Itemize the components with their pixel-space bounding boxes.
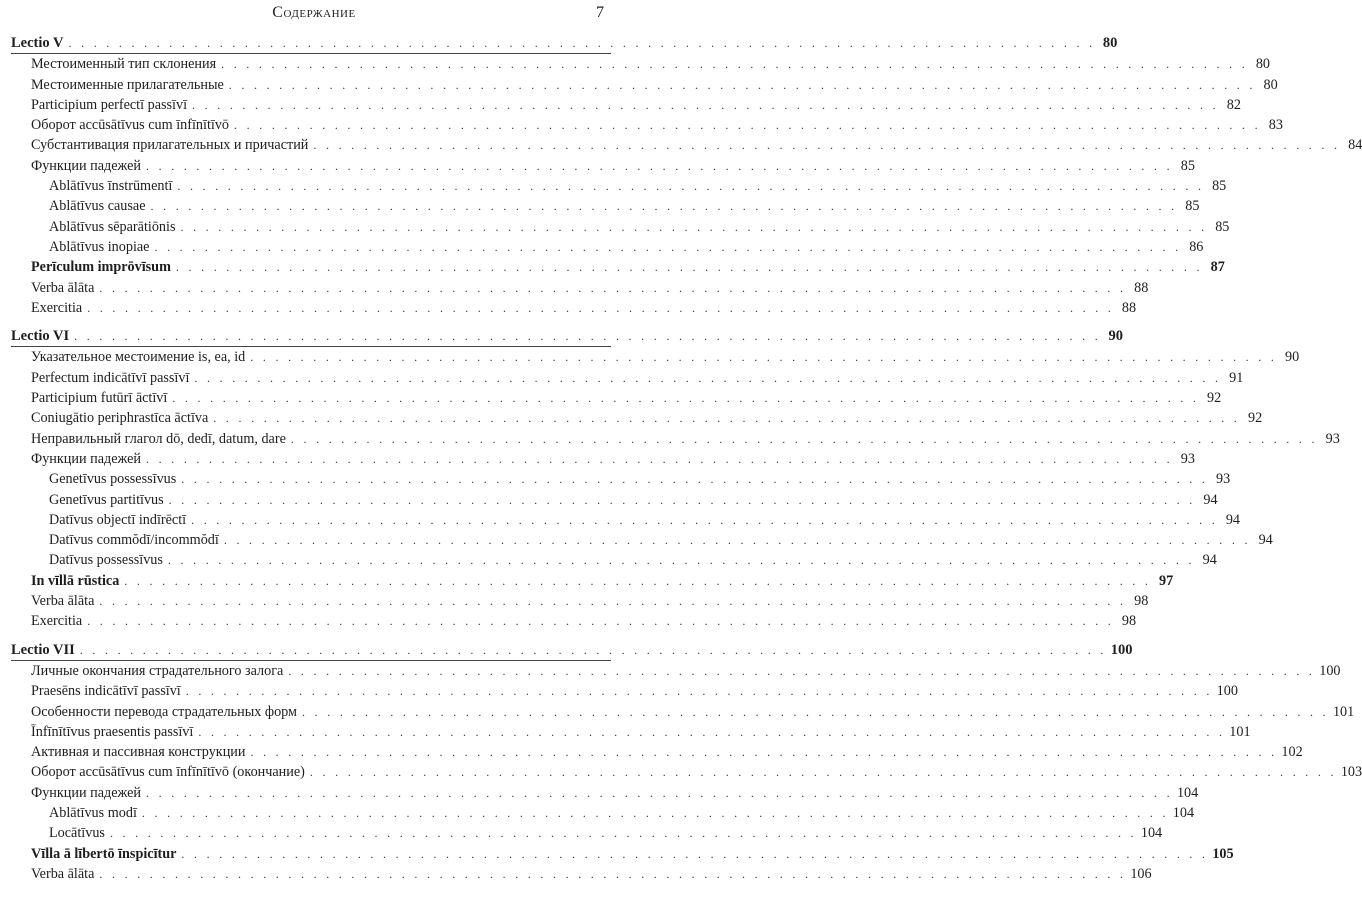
dot-leader: . . . . . . . . . . . . . . . . . . . . . . . . . . . . . . . . . . . . . . . . . . . . . . . . . . . . . . . . . . . . . . . . . . . . . . . . . . . . . . . . . . bbox=[198, 724, 1226, 739]
toc-entry-page: 88 bbox=[1134, 279, 1149, 296]
toc-entry-page: 101 bbox=[1332, 703, 1355, 720]
toc-entry-page: 90 bbox=[1108, 328, 1124, 345]
toc-entry[interactable] bbox=[11, 298, 1137, 318]
toc-entry-title: Īnfīnītīvus praesentis passīvī bbox=[31, 723, 194, 740]
toc-entry-title: Participium perfectī passīvī bbox=[31, 96, 188, 113]
toc-entry-title: Coniugātio periphrastīca āctīva bbox=[31, 410, 209, 427]
toc-entry-title: Perfectum indicātīvī passīvī bbox=[31, 369, 190, 386]
toc-entry-title: Participium futūrī āctīvī bbox=[31, 390, 168, 407]
toc-subentry[interactable] bbox=[11, 469, 1231, 489]
toc-subentry[interactable] bbox=[11, 196, 1200, 216]
dot-leader: . . . . . . . . . . . . . . . . . . . . . . . . . . . . . . . . . . . . . . . . . . . . . . . . . . . . . . . . . . . . . . . . . . . . . . . . . . . . . . . . . . bbox=[79, 642, 1107, 657]
dot-leader: . . . . . . . . . . . . . . . . . . . . . . . . . . . . . . . . . . . . . . . . . . . . . . . . . . . . . . . . . . . . . . . . . . . . . . . . . . . . . . . . . . bbox=[221, 57, 1249, 72]
toc-entry-page: 103 bbox=[1340, 764, 1362, 781]
toc-entry-title: Неправильный глагол dō, dedī, datum, dare bbox=[31, 430, 286, 447]
toc-entry-title: Lectio V bbox=[11, 35, 64, 51]
dot-leader: . . . . . . . . . . . . . . . . . . . . . . . . . . . . . . . . . . . . . . . . . . . . . . . . . . . . . . . . . . . . . . . . . . . . . . . . . . . . . . . . . . bbox=[99, 280, 1127, 295]
dot-leader: . . . . . . . . . . . . . . . . . . . . . . . . . . . . . . . . . . . . . . . . . . . . . . . . . . . . . . . . . . . . . . . . . . . . . . . . . . . . . . . . . . bbox=[191, 512, 1219, 527]
dot-leader: . . . . . . . . . . . . . . . . . . . . . . . . . . . . . . . . . . . . . . . . . . . . . . . . . . . . . . . . . . . . . . . . . . . . . . . . . . . . . . . . . . bbox=[141, 805, 1169, 820]
toc-entry[interactable] bbox=[11, 278, 1149, 298]
toc-entry[interactable] bbox=[11, 388, 1222, 408]
toc-entry-title: Verba ālāta bbox=[31, 593, 95, 610]
toc-entry-title: Genetīvus possessīvus bbox=[49, 471, 177, 488]
dot-leader: . . . . . . . . . . . . . . . . . . . . . . . . . . . . . . . . . . . . . . . . . . . . . . . . . . . . . . . . . . . . . . . . . . . . . . . . . . . . . . . . . . bbox=[213, 411, 1241, 426]
toc-entry-title: Lectio VII bbox=[11, 641, 75, 658]
toc-entry[interactable] bbox=[11, 864, 1152, 884]
dot-leader: . . . . . . . . . . . . . . . . . . . . . . . . . . . . . . . . . . . . . . . . . . . . . . . . . . . . . . . . . . . . . . . . . . . . . . . . . . . . . . . . . . bbox=[74, 329, 1102, 344]
toc-entry-page: 94 bbox=[1203, 491, 1218, 508]
table-of-contents bbox=[11, 33, 1362, 884]
toc-entry-page: 80 bbox=[1263, 76, 1278, 93]
toc-subentry[interactable] bbox=[11, 550, 1217, 570]
toc-entry-title: Datīvus objectī indīrēctī bbox=[49, 511, 187, 528]
toc-entry[interactable] bbox=[11, 75, 1278, 95]
dot-leader: . . . . . . . . . . . . . . . . . . . . . . . . . . . . . . . . . . . . . . . . . . . . . . . . . . . . . . . . . . . . . . . . . . . . . . . . . . . . . . . . . . bbox=[87, 300, 1115, 315]
toc-entry-title: Ablātīvus modī bbox=[49, 804, 137, 821]
dot-leader: . . . . . . . . . . . . . . . . . . . . . . . . . . . . . . . . . . . . . . . . . . . . . . . . . . . . . . . . . . . . . . . . . . . . . . . . . . . . . . . . . . bbox=[167, 553, 1195, 568]
toc-entry[interactable] bbox=[11, 844, 1234, 864]
toc-entry-page: 88 bbox=[1121, 299, 1137, 316]
toc-entry-title: Perīculum imprōvīsum bbox=[31, 259, 171, 276]
dot-leader: . . . . . . . . . . . . . . . . . . . . . . . . . . . . . . . . . . . . . . . . . . . . . . . . . . . . . . . . . . . . . . . . . . . . . . . . . . . . . . . . . . bbox=[288, 663, 1316, 678]
toc-entry-page: 100 bbox=[1216, 683, 1238, 700]
toc-entry-page: 97 bbox=[1159, 572, 1174, 589]
toc-entry-title: Datīvus commŏdī/incommŏdī bbox=[49, 532, 219, 549]
dot-leader: . . . . . . . . . . . . . . . . . . . . . . . . . . . . . . . . . . . . . . . . . . . . . . . . . . . . . . . . . . . . . . . . . . . . . . . . . . . . . . . . . . bbox=[181, 472, 1209, 487]
dot-leader: . . . . . . . . . . . . . . . . . . . . . . . . . . . . . . . . . . . . . . . . . . . . . . . . . . . . . . . . . . . . . . . . . . . . . . . . . . . . . . . . . . bbox=[87, 614, 1115, 629]
toc-entry-page: 98 bbox=[1121, 613, 1137, 630]
dot-leader: . . . . . . . . . . . . . . . . . . . . . . . . . . . . . . . . . . . . . . . . . . . . . . . . . . . . . . . . . . . . . . . . . . . . . . . . . . . . . . . . . . bbox=[175, 260, 1203, 275]
toc-entry-page: 82 bbox=[1226, 96, 1241, 113]
toc-entry[interactable] bbox=[11, 347, 1300, 367]
dot-leader: . . . . . . . . . . . . . . . . . . . . . . . . . . . . . . . . . . . . . . . . . . . . . . . . . . . . . . . . . . . . . . . . . . . . . . . . . . . . . . . . . . bbox=[313, 138, 1341, 153]
toc-entry-page: 100 bbox=[1319, 662, 1341, 679]
toc-entry-title: Locātīvus bbox=[49, 825, 105, 842]
dot-leader: . . . . . . . . . . . . . . . . . . . . . . . . . . . . . . . . . . . . . . . . . . . . . . . . . . . . . . . . . . . . . . . . . . . . . . . . . . . . . . . . . . bbox=[223, 533, 1251, 548]
toc-entry-page: 93 bbox=[1180, 450, 1195, 467]
toc-entry-page: 85 bbox=[1185, 198, 1200, 215]
toc-entry[interactable] bbox=[11, 591, 1149, 611]
dot-leader: . . . . . . . . . . . . . . . . . . . . . . . . . . . . . . . . . . . . . . . . . . . . . . . . . . . . . . . . . . . . . . . . . . . . . . . . . . . . . . . . . . bbox=[146, 451, 1173, 466]
toc-lecture-heading[interactable] bbox=[11, 33, 1118, 53]
dot-leader: . . . . . . . . . . . . . . . . . . . . . . . . . . . . . . . . . . . . . . . . . . . . . . . . . . . . . . . . . . . . . . . . . . . . . . . . . . . . . . . . . . bbox=[250, 350, 1278, 365]
toc-subentry[interactable] bbox=[11, 530, 1273, 550]
toc-entry-title: Особенности перевода страдательных форм bbox=[31, 703, 298, 720]
dot-leader: . . . . . . . . . . . . . . . . . . . . . . . . . . . . . . . . . . . . . . . . . . . . . . . . . . . . . . . . . . . . . . . . . . . . . . . . . . . . . . . . . . bbox=[109, 826, 1137, 841]
toc-entry-page: 83 bbox=[1268, 117, 1283, 134]
dot-leader: . . . . . . . . . . . . . . . . . . . . . . . . . . . . . . . . . . . . . . . . . . . . . . . . . . . . . . . . . . . . . . . . . . . . . . . . . . . . . . . . . . bbox=[234, 118, 1261, 133]
toc-entry-title: Datīvus possessīvus bbox=[49, 552, 163, 569]
dot-leader: . . . . . . . . . . . . . . . . . . . . . . . . . . . . . . . . . . . . . . . . . . . . . . . . . . . . . . . . . . . . . . . . . . . . . . . . . . . . . . . . . . bbox=[124, 573, 1152, 588]
toc-entry[interactable] bbox=[11, 429, 1340, 449]
header-title: Содержание bbox=[272, 4, 356, 21]
toc-entry[interactable] bbox=[11, 661, 1341, 681]
dot-leader: . . . . . . . . . . . . . . . . . . . . . . . . . . . . . . . . . . . . . . . . . . . . . . . . . . . . . . . . . . . . . . . . . . . . . . . . . . . . . . . . . . bbox=[290, 431, 1318, 446]
toc-entry-page: 90 bbox=[1285, 349, 1300, 366]
toc-subentry[interactable] bbox=[11, 237, 1204, 257]
dot-leader: . . . . . . . . . . . . . . . . . . . . . . . . . . . . . . . . . . . . . . . . . . . . . . . . . . . . . . . . . . . . . . . . . . . . . . . . . . . . . . . . . . bbox=[168, 492, 1196, 507]
toc-entry-page: 86 bbox=[1189, 238, 1204, 255]
dot-leader: . . . . . . . . . . . . . . . . . . . . . . . . . . . . . . . . . . . . . . . . . . . . . . . . . . . . . . . . . . . . . . . . . . . . . . . . . . . . . . . . . . bbox=[146, 785, 1173, 800]
toc-entry[interactable] bbox=[11, 722, 1251, 742]
toc-entry-title: Ablātīvus inopiae bbox=[49, 238, 150, 255]
toc-entry-title: Ablātīvus sēparātiōnis bbox=[49, 218, 176, 235]
toc-lecture-heading[interactable] bbox=[11, 640, 1133, 660]
dot-leader: . . . . . . . . . . . . . . . . . . . . . . . . . . . . . . . . . . . . . . . . . . . . . . . . . . . . . . . . . . . . . . . . . . . . . . . . . . . . . . . . . . bbox=[154, 239, 1182, 254]
toc-entry-page: 93 bbox=[1216, 471, 1231, 488]
toc-entry-title: Оборот accūsātīvus cum īnfīnītīvō (окончание) bbox=[31, 764, 305, 781]
dot-leader: . . . . . . . . . . . . . . . . . . . . . . . . . . . . . . . . . . . . . . . . . . . . . . . . . . . . . . . . . . . . . . . . . . . . . . . . . . . . . . . . . . bbox=[146, 158, 1173, 173]
toc-entry-page: 87 bbox=[1210, 259, 1225, 276]
toc-entry-title: Ablātīvus īnstrūmentī bbox=[49, 178, 173, 195]
toc-entry-title: Активная и пассивная конструкции bbox=[31, 744, 246, 761]
toc-entry-page: 101 bbox=[1229, 723, 1251, 740]
toc-entry-page: 104 bbox=[1172, 804, 1195, 821]
toc-entry-page: 94 bbox=[1225, 511, 1241, 528]
toc-lecture-heading[interactable] bbox=[11, 326, 1124, 346]
toc-section bbox=[11, 640, 1362, 885]
toc-entry-page: 100 bbox=[1110, 641, 1133, 658]
toc-entry-page: 93 bbox=[1325, 430, 1340, 447]
toc-entry-page: 102 bbox=[1281, 744, 1303, 761]
dot-leader: . . . . . . . . . . . . . . . . . . . . . . . . . . . . . . . . . . . . . . . . . . . . . . . . . . . . . . . . . . . . . . . . . . . . . . . . . . . . . . . . . . bbox=[228, 77, 1256, 92]
toc-entry-title: Lectio VI bbox=[11, 328, 70, 345]
toc-entry-title: Личные окончания страдательного залога bbox=[31, 662, 284, 679]
toc-entry[interactable] bbox=[11, 115, 1283, 135]
toc-entry-title: Функции падежей bbox=[31, 784, 142, 801]
toc-entry-title: Exercitia bbox=[31, 299, 83, 316]
toc-entry[interactable] bbox=[11, 135, 1362, 155]
toc-entry[interactable] bbox=[11, 257, 1225, 277]
section-gap bbox=[11, 632, 611, 640]
toc-entry-page: 98 bbox=[1134, 593, 1149, 610]
toc-subentry[interactable] bbox=[11, 823, 1163, 843]
toc-entry-title: Verba ālāta bbox=[31, 865, 95, 882]
toc-entry-page: 85 bbox=[1212, 178, 1227, 195]
dot-leader: . . . . . . . . . . . . . . . . . . . . . . . . . . . . . . . . . . . . . . . . . . . . . . . . . . . . . . . . . . . . . . . . . . . . . . . . . . . . . . . . . . bbox=[181, 846, 1209, 861]
dot-leader: . . . . . . . . . . . . . . . . . . . . . . . . . . . . . . . . . . . . . . . . . . . . . . . . . . . . . . . . . . . . . . . . . . . . . . . . . . . . . . . . . . bbox=[99, 866, 1127, 881]
toc-entry-page: 84 bbox=[1348, 137, 1362, 154]
toc-entry[interactable] bbox=[11, 95, 1241, 115]
toc-entry-title: Оборот accūsātīvus cum īnfīnītīvō bbox=[31, 117, 230, 134]
dot-leader: . . . . . . . . . . . . . . . . . . . . . . . . . . . . . . . . . . . . . . . . . . . . . . . . . . . . . . . . . . . . . . . . . . . . . . . . . . . . . . . . . . bbox=[302, 704, 1329, 719]
dot-leader: . . . . . . . . . . . . . . . . . . . . . . . . . . . . . . . . . . . . . . . . . . . . . . . . . . . . . . . . . . . . . . . . . . . . . . . . . . . . . . . . . . bbox=[99, 594, 1127, 609]
toc-entry-page: 106 bbox=[1130, 865, 1152, 882]
toc-entry-page: 92 bbox=[1248, 410, 1263, 427]
dot-leader: . . . . . . . . . . . . . . . . . . . . . . . . . . . . . . . . . . . . . . . . . . . . . . . . . . . . . . . . . . . . . . . . . . . . . . . . . . . . . . . . . . bbox=[250, 745, 1278, 760]
toc-entry-page: 94 bbox=[1202, 552, 1217, 569]
toc-entry[interactable] bbox=[11, 681, 1238, 701]
toc-section bbox=[11, 33, 1362, 318]
toc-entry[interactable] bbox=[11, 742, 1303, 762]
toc-section bbox=[11, 326, 1340, 631]
toc-entry-title: Verba ālāta bbox=[31, 279, 95, 296]
toc-entry[interactable] bbox=[11, 449, 1195, 469]
toc-entry-page: 92 bbox=[1207, 390, 1222, 407]
toc-subentry[interactable] bbox=[11, 176, 1227, 196]
toc-entry-title: In vīllā rūstica bbox=[31, 572, 120, 589]
toc-entry-page: 94 bbox=[1258, 532, 1273, 549]
toc-entry[interactable] bbox=[11, 54, 1271, 74]
section-gap bbox=[11, 318, 611, 326]
toc-entry-title: Genetīvus partitīvus bbox=[49, 491, 164, 508]
toc-entry-page: 105 bbox=[1212, 845, 1234, 862]
dot-leader: . . . . . . . . . . . . . . . . . . . . . . . . . . . . . . . . . . . . . . . . . . . . . . . . . . . . . . . . . . . . . . . . . . . . . . . . . . . . . . . . . . bbox=[180, 219, 1208, 234]
toc-entry[interactable] bbox=[11, 762, 1362, 782]
toc-subentry[interactable] bbox=[11, 490, 1218, 510]
toc-entry[interactable] bbox=[11, 368, 1244, 388]
toc-entry-page: 80 bbox=[1255, 56, 1271, 73]
toc-entry[interactable] bbox=[11, 611, 1137, 631]
toc-entry[interactable] bbox=[11, 156, 1195, 176]
toc-entry-title: Praesēns indicātīvī passīvī bbox=[31, 683, 181, 700]
dot-leader: . . . . . . . . . . . . . . . . . . . . . . . . . . . . . . . . . . . . . . . . . . . . . . . . . . . . . . . . . . . . . . . . . . . . . . . . . . . . . . . . . . bbox=[172, 391, 1200, 406]
toc-entry[interactable] bbox=[11, 408, 1263, 428]
toc-subentry[interactable] bbox=[11, 803, 1195, 823]
toc-entry-page: 104 bbox=[1140, 825, 1163, 842]
toc-entry-page: 91 bbox=[1229, 369, 1244, 386]
toc-entry-title: Местоименный тип склонения bbox=[31, 56, 217, 73]
toc-entry[interactable] bbox=[11, 702, 1355, 722]
toc-entry-title: Субстантивация прилагательных и причастий bbox=[31, 137, 309, 154]
toc-entry[interactable] bbox=[11, 571, 1174, 591]
toc-subentry[interactable] bbox=[11, 510, 1241, 530]
dot-leader: . . . . . . . . . . . . . . . . . . . . . . . . . . . . . . . . . . . . . . . . . . . . . . . . . . . . . . . . . . . . . . . . . . . . . . . . . . . . . . . . . . bbox=[192, 97, 1219, 112]
dot-leader: . . . . . . . . . . . . . . . . . . . . . . . . . . . . . . . . . . . . . . . . . . . . . . . . . . . . . . . . . . . . . . . . . . . . . . . . . . . . . . . . . . bbox=[309, 765, 1337, 780]
toc-entry-title: Местоименные прилагательные bbox=[31, 76, 224, 93]
toc-entry[interactable] bbox=[11, 783, 1199, 803]
toc-entry-title: Exercitia bbox=[31, 613, 83, 630]
toc-entry-page: 85 bbox=[1215, 218, 1230, 235]
dot-leader: . . . . . . . . . . . . . . . . . . . . . . . . . . . . . . . . . . . . . . . . . . . . . . . . . . . . . . . . . . . . . . . . . . . . . . . . . . . . . . . . . . bbox=[185, 684, 1213, 699]
dot-leader: . . . . . . . . . . . . . . . . . . . . . . . . . . . . . . . . . . . . . . . . . . . . . . . . . . . . . . . . . . . . . . . . . . . . . . . . . . . . . . . . . . bbox=[68, 36, 1096, 50]
toc-entry-title: Функции падежей bbox=[31, 450, 142, 467]
toc-entry-title: Vīlla ā lībertō īnspicītur bbox=[31, 845, 177, 862]
toc-entry-title: Указательное местоимение is, ea, id bbox=[31, 349, 246, 366]
toc-entry-title: Ablātīvus causae bbox=[49, 198, 146, 215]
toc-entry-page: 104 bbox=[1176, 784, 1199, 801]
header-page-number: 7 bbox=[596, 4, 604, 21]
dot-leader: . . . . . . . . . . . . . . . . . . . . . . . . . . . . . . . . . . . . . . . . . . . . . . . . . . . . . . . . . . . . . . . . . . . . . . . . . . . . . . . . . . bbox=[194, 370, 1222, 385]
toc-entry-page: 85 bbox=[1180, 157, 1195, 174]
running-header bbox=[0, 4, 628, 26]
toc-entry-title: Функции падежей bbox=[31, 157, 142, 174]
dot-leader: . . . . . . . . . . . . . . . . . . . . . . . . . . . . . . . . . . . . . . . . . . . . . . . . . . . . . . . . . . . . . . . . . . . . . . . . . . . . . . . . . . bbox=[150, 199, 1178, 214]
dot-leader: . . . . . . . . . . . . . . . . . . . . . . . . . . . . . . . . . . . . . . . . . . . . . . . . . . . . . . . . . . . . . . . . . . . . . . . . . . . . . . . . . . bbox=[177, 179, 1205, 194]
toc-subentry[interactable] bbox=[11, 217, 1230, 237]
toc-entry-page: 80 bbox=[1102, 35, 1118, 51]
